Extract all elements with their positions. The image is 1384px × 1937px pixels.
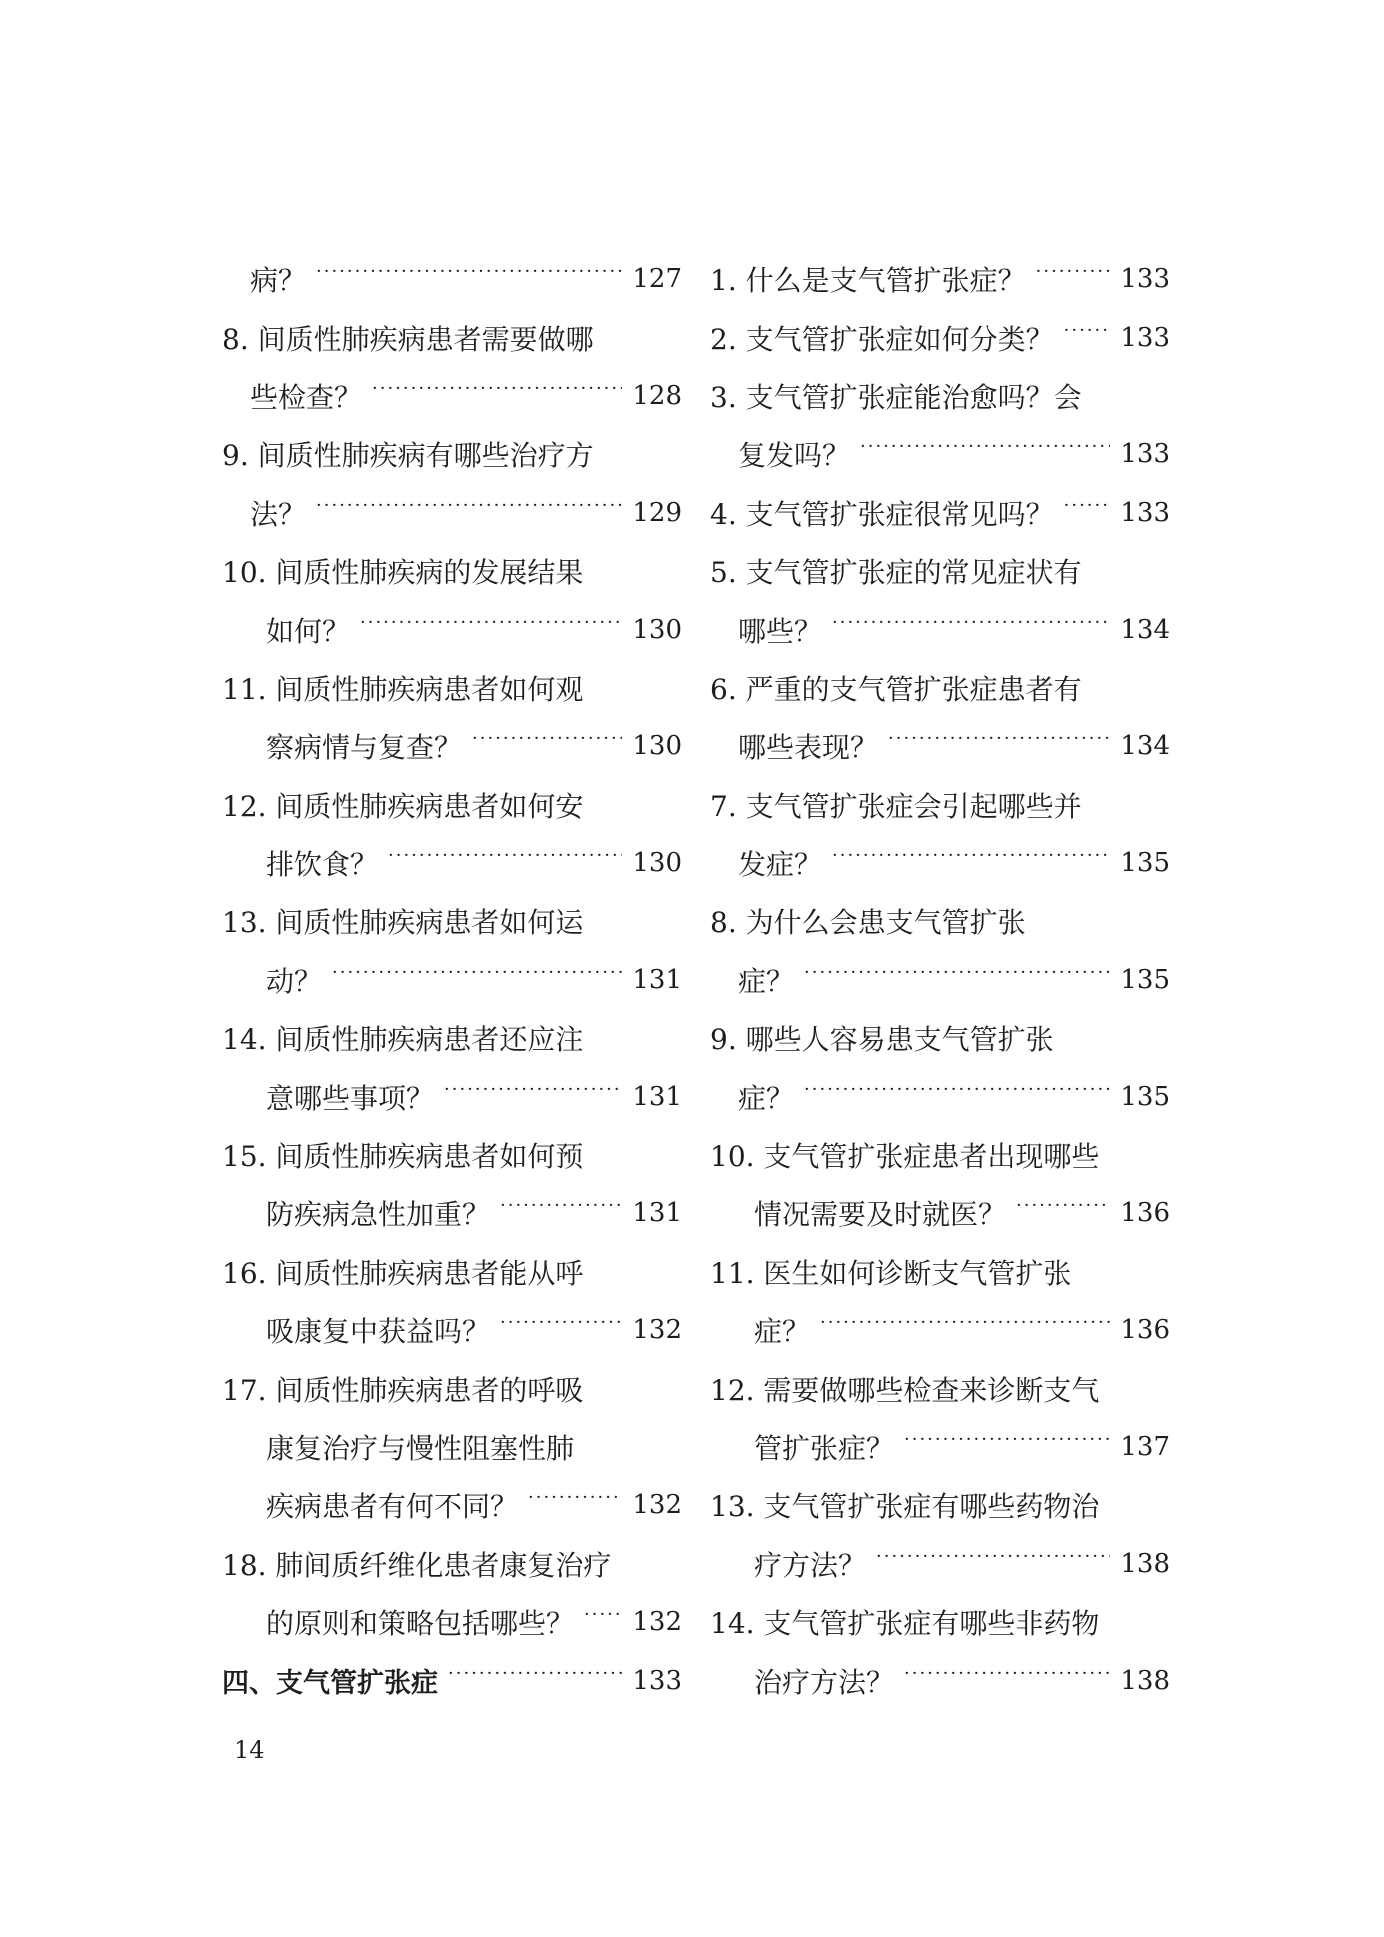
toc-entry (222, 542, 682, 600)
toc-entry-text: 情况需要及时就医？ (754, 1198, 1007, 1232)
toc-entry-text: 法？ (250, 497, 307, 531)
leader-dots (904, 1433, 1110, 1461)
toc-entry-text: 7. 支气管扩张症会引起哪些并 (710, 789, 1082, 823)
toc-entry (710, 1126, 1170, 1184)
toc-entry (710, 367, 1170, 425)
toc-page-number: 130 (632, 614, 682, 645)
leader-dots (860, 440, 1110, 468)
toc-page-number: 130 (632, 731, 682, 762)
toc-page-number: 127 (632, 264, 682, 295)
toc-entry-text: 12. 间质性肺疾病患者如何安 (222, 789, 584, 823)
leader-dots (388, 849, 622, 877)
toc-page-number: 130 (632, 848, 682, 879)
toc-entry (222, 1593, 682, 1651)
toc-entry (710, 542, 1170, 600)
toc-entry (222, 308, 682, 366)
leader-dots (528, 1491, 622, 1519)
toc-entry-text: 10. 支气管扩张症患者出现哪些 (710, 1140, 1100, 1174)
leader-dots (832, 616, 1110, 644)
toc-entry (710, 1359, 1170, 1417)
toc-page-number: 138 (1120, 1548, 1170, 1579)
toc-entry-text: 意哪些事项？ (266, 1081, 435, 1115)
leader-dots (804, 1083, 1110, 1111)
toc-entry-text: 疾病患者有何不同？ (266, 1490, 519, 1524)
leader-dots (316, 265, 622, 293)
toc-entry (710, 1009, 1170, 1067)
toc-entry-text: 治疗方法？ (754, 1665, 895, 1699)
toc-page-number: 137 (1120, 1432, 1170, 1462)
leader-dots (584, 1608, 622, 1636)
toc-entry (710, 250, 1170, 308)
leader-dots (360, 616, 622, 644)
leader-dots (820, 1316, 1110, 1344)
toc-entry-text: 1. 什么是支气管扩张症？ (710, 264, 1026, 298)
toc-entry-text: 9. 间质性肺疾病有哪些治疗方 (222, 439, 594, 473)
toc-entry (222, 892, 682, 950)
toc-entry (222, 1476, 682, 1534)
toc-entry (710, 1243, 1170, 1301)
toc-page-number: 131 (632, 964, 682, 995)
leader-dots (1064, 499, 1111, 527)
leader-dots (888, 732, 1110, 760)
toc-entry-text: 吸康复中获益吗？ (266, 1315, 491, 1349)
toc-entry (710, 659, 1170, 717)
leader-dots (832, 849, 1110, 877)
toc-entry-text: 康复治疗与慢性阻塞性肺 (266, 1432, 575, 1465)
toc-page-number: 133 (632, 1665, 682, 1696)
toc-entry-text: 防疾病急性加重？ (266, 1198, 491, 1232)
toc-entry (222, 367, 682, 425)
leader-dots (472, 732, 622, 760)
toc-page-number: 131 (632, 1198, 682, 1229)
toc-entry (710, 1651, 1170, 1709)
toc-entry-text: 10. 间质性肺疾病的发展结果 (222, 556, 584, 590)
toc-page-number: 133 (1120, 322, 1170, 353)
toc-entry (710, 776, 1170, 834)
leader-dots (1036, 265, 1111, 293)
toc-page-number: 135 (1120, 1081, 1170, 1112)
toc-page-number: 135 (1120, 848, 1170, 879)
toc-entry-text: 的原则和策略包括哪些？ (266, 1607, 575, 1641)
toc-entry (222, 1301, 682, 1359)
leader-dots (316, 499, 622, 527)
toc-entry (710, 892, 1170, 950)
leader-dots (500, 1199, 622, 1227)
toc-entry (710, 1184, 1170, 1242)
toc-entry (710, 717, 1170, 775)
toc-entry (710, 951, 1170, 1009)
toc-page-number: 135 (1120, 964, 1170, 995)
toc-entry-text: 5. 支气管扩张症的常见症状有 (710, 556, 1082, 590)
toc-entry-text: 如何？ (266, 614, 351, 648)
toc-left-column (222, 250, 682, 1710)
toc-entry-text: 15. 间质性肺疾病患者如何预 (222, 1140, 584, 1174)
section-heading: 四、支气管扩张症 (222, 1668, 438, 1700)
toc-entry (222, 1418, 682, 1476)
toc-page-number: 132 (632, 1490, 682, 1521)
toc-page-number: 136 (1120, 1315, 1170, 1346)
toc-entry (222, 834, 682, 892)
toc-entry-text: 6. 严重的支气管扩张症患者有 (710, 672, 1082, 706)
toc-entry-text: 3. 支气管扩张症能治愈吗？会 (710, 380, 1082, 414)
toc-page-number: 131 (632, 1081, 682, 1112)
toc-entry-text: 9. 哪些人容易患支气管扩张 (710, 1023, 1054, 1057)
toc-entry (710, 600, 1170, 658)
toc-entry (222, 600, 682, 658)
toc-entry-text: 17. 间质性肺疾病患者的呼吸 (222, 1373, 584, 1407)
toc-entry-text: 排饮食？ (266, 848, 379, 882)
toc-entry (222, 1243, 682, 1301)
toc-entry-text: 些检查？ (250, 380, 363, 414)
toc-entry-text: 13. 间质性肺疾病患者如何运 (222, 906, 584, 940)
toc-entry-text: 2. 支气管扩张症如何分类？ (710, 322, 1054, 356)
toc-entry (710, 1476, 1170, 1534)
toc-entry-text: 管扩张症？ (754, 1432, 895, 1465)
toc-entry-text: 14. 间质性肺疾病患者还应注 (222, 1023, 584, 1057)
toc-page-number: 136 (1120, 1198, 1170, 1229)
toc-entry (710, 1301, 1170, 1359)
toc-page-number: 128 (632, 380, 682, 411)
toc-entry-text: 发症？ (738, 848, 823, 882)
toc-entry (710, 308, 1170, 366)
toc-entry-text: 哪些表现？ (738, 731, 879, 765)
toc-entry-text: 8. 间质性肺疾病患者需要做哪 (222, 322, 594, 356)
leader-dots (1016, 1199, 1110, 1227)
toc-entry (222, 1651, 682, 1709)
toc-entry (222, 1067, 682, 1125)
toc-entry (710, 834, 1170, 892)
toc-page-number: 129 (632, 497, 682, 528)
toc-entry (222, 1184, 682, 1242)
toc-entry (222, 1535, 682, 1593)
toc-entry (222, 484, 682, 542)
toc-entry-text: 症？ (754, 1315, 811, 1349)
toc-entry-text: 13. 支气管扩张症有哪些药物治 (710, 1490, 1100, 1524)
leader-dots (804, 966, 1110, 994)
toc-entry (710, 1067, 1170, 1125)
toc-entry-text: 症？ (738, 1081, 795, 1115)
toc-entry-text: 11. 间质性肺疾病患者如何观 (222, 672, 584, 706)
toc-entry-text: 8. 为什么会患支气管扩张 (710, 906, 1026, 940)
toc-entry (222, 776, 682, 834)
toc-entry (222, 717, 682, 775)
toc-entry (710, 1593, 1170, 1651)
toc-entry-text: 动？ (266, 964, 323, 998)
toc-entry-text: 复发吗？ (738, 439, 851, 473)
toc-right-column (710, 250, 1170, 1710)
toc-page-number: 134 (1120, 731, 1170, 762)
toc-entry-text: 疗方法？ (754, 1548, 867, 1582)
leader-dots (904, 1667, 1110, 1695)
toc-entry-text: 18. 肺间质纤维化患者康复治疗 (222, 1548, 612, 1582)
toc-entry-text: 16. 间质性肺疾病患者能从呼 (222, 1256, 584, 1290)
toc-entry-text: 11. 医生如何诊断支气管扩张 (710, 1256, 1072, 1290)
toc-entry (222, 1126, 682, 1184)
toc-page-number: 138 (1120, 1665, 1170, 1696)
leader-dots (332, 966, 622, 994)
toc-entry-text: 症？ (738, 964, 795, 998)
leader-dots (448, 1667, 622, 1695)
toc-page-number: 134 (1120, 614, 1170, 645)
toc-entry-text: 病？ (250, 264, 307, 298)
toc-page-number: 132 (632, 1315, 682, 1346)
leader-dots (372, 382, 622, 410)
toc-entry (222, 250, 682, 308)
toc-entry-text: 4. 支气管扩张症很常见吗？ (710, 497, 1054, 531)
leader-dots (876, 1550, 1110, 1578)
toc-entry-text: 12. 需要做哪些检查来诊断支气 (710, 1373, 1100, 1407)
toc-page-number: 133 (1120, 497, 1170, 528)
toc-page-number: 132 (632, 1607, 682, 1638)
leader-dots (444, 1083, 622, 1111)
toc-entry (222, 425, 682, 483)
toc-entry (222, 1359, 682, 1417)
page-number: 14 (234, 1736, 265, 1764)
toc-entry (710, 1535, 1170, 1593)
toc-entry-text: 14. 支气管扩张症有哪些非药物 (710, 1607, 1100, 1641)
toc-entry (222, 659, 682, 717)
leader-dots (1064, 324, 1111, 352)
toc-page-number: 133 (1120, 439, 1170, 470)
toc-entry-text: 哪些？ (738, 614, 823, 648)
toc-entry (710, 1418, 1170, 1476)
toc-entry (222, 951, 682, 1009)
leader-dots (500, 1316, 622, 1344)
toc-entry-text: 察病情与复查？ (266, 731, 463, 765)
toc-entry (710, 484, 1170, 542)
toc-entry (710, 425, 1170, 483)
toc-entry (222, 1009, 682, 1067)
toc-page-number: 133 (1120, 264, 1170, 295)
